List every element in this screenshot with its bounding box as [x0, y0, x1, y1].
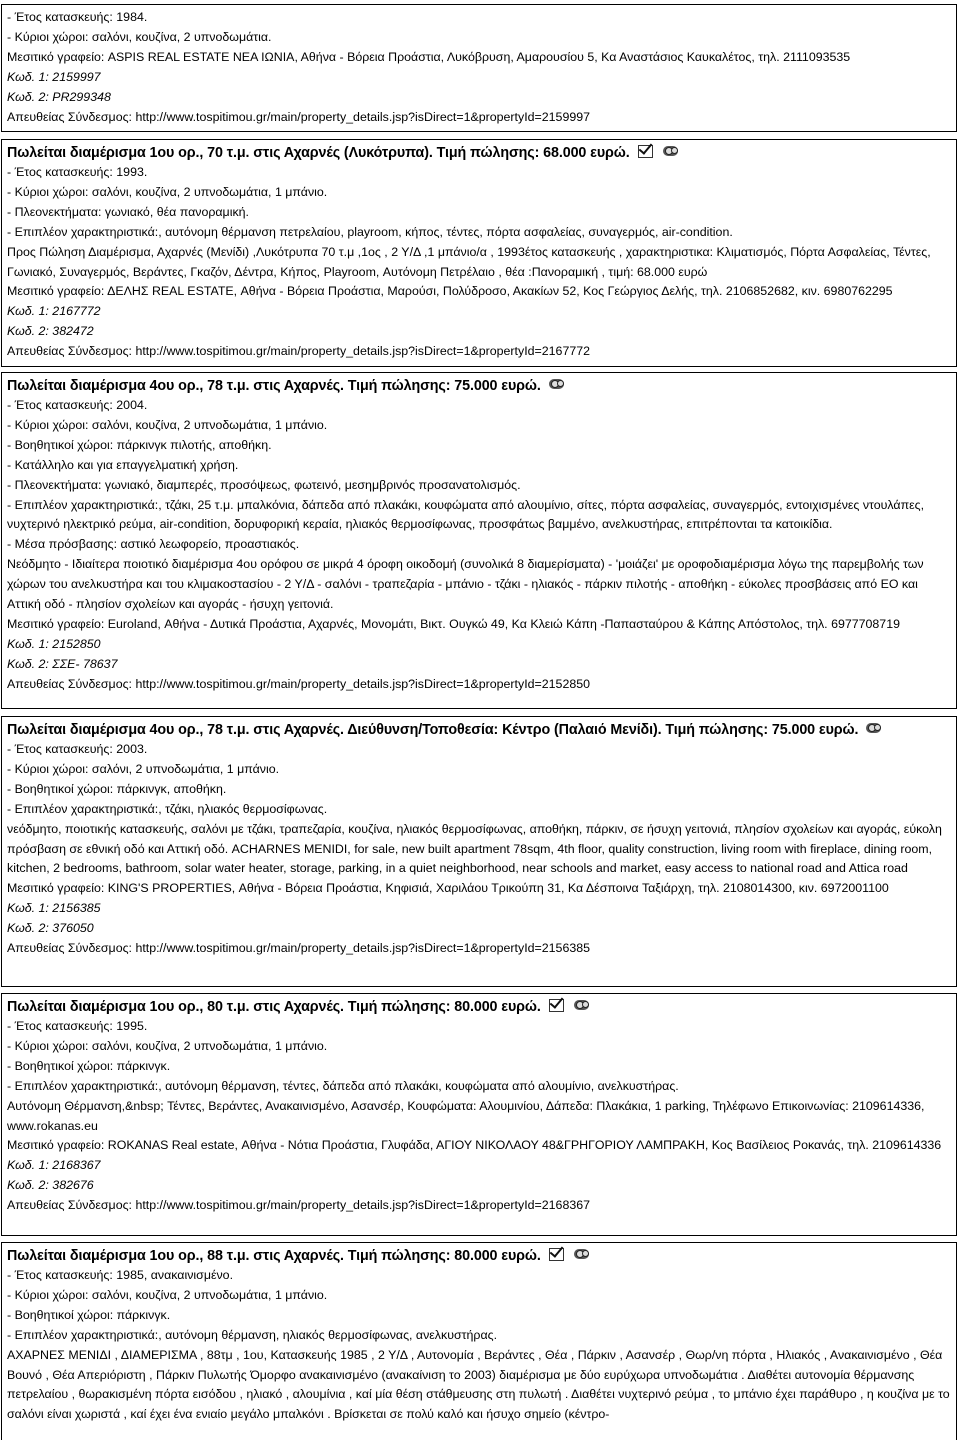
detail-line: - Επιπλέον χαρακτηριστικά:, αυτόνομη θέρμανση πετρελαίου, playroom, κήπος, τέντες, πόρτα ασφαλείας, συναγερμός, air-condition. — [7, 224, 733, 239]
code-2: Κωδ. 2: 382472 — [7, 324, 94, 339]
listing-title: Πωλείται διαμέρισμα 4ου ορ., 78 τ.μ. στις Αχαρνές. Διεύθυνση/Τοποθεσία: Κέντρο (Παλαιό Μενίδι). Τιμή πώλησης: 75.000 ευρώ. — [7, 720, 951, 740]
code-1: Κωδ. 1: 2159997 — [7, 69, 101, 84]
listing-2 — [1, 372, 957, 709]
code-1: Κωδ. 1: 2156385 — [7, 901, 101, 916]
detail-line: - Έτος κατασκευής: 2003. — [7, 742, 148, 756]
listing-icons — [638, 141, 678, 161]
detail-line: - Βοηθητικοί χώροι: πάρκινγκ. — [7, 1307, 171, 1322]
detail-line: - Κύριοι χώροι: σαλόνι, 2 υπνοδωμάτια, 1 μπάνιο. — [7, 761, 280, 776]
code-2: Κωδ. 2: PR299348 — [7, 89, 111, 104]
camera-icon[interactable] — [866, 723, 881, 733]
code-1: Κωδ. 1: 2167772 — [7, 304, 101, 319]
detail-line: - Κύριοι χώροι: σαλόνι, κουζίνα, 2 υπνοδωμάτια, 1 μπάνιο. — [7, 184, 328, 199]
agency-line: Μεσιτικό γραφείο: ΔΕΛΗΣ REAL ESTATE, Αθήνα - Βόρεια Προάστια, Μαρούσι, Πολύδροσο, Ακακίων 52, Κος Γεώργιος Δελής, τηλ. 2106852682, κιν. 6980762295 — [7, 284, 893, 299]
code-2: Κωδ. 2: 376050 — [7, 921, 94, 936]
detail-line: - Βοηθητικοί χώροι: πάρκινγκ. — [7, 1058, 171, 1073]
listing-icons — [549, 995, 589, 1015]
code-1: Κωδ. 1: 2168367 — [7, 1158, 101, 1173]
detail-line: - Έτος κατασκευής: 2004. — [7, 398, 148, 412]
camera-icon[interactable] — [663, 146, 678, 156]
agency-line: Μεσιτικό γραφείο: ASPIS REAL ESTATE ΝΕΑ ΙΩΝΙΑ, Αθήνα - Βόρεια Προάστια, Λυκόβρυση, Αμαρουσίου 5, Κα Αναστάσιος Καυκαλέτος, τηλ. 2111093535 — [7, 49, 851, 64]
detail-line: - Κατάλληλο και για επαγγελματική χρήση. — [7, 457, 239, 472]
listing-title: Πωλείται διαμέρισμα 1ου ορ., 80 τ.μ. στις Αχαρνές. Τιμή πώλησης: 80.000 ευρώ. — [7, 997, 951, 1017]
listing-title: Πωλείται διαμέρισμα 1ου ορ., 70 τ.μ. στις Αχαρνές (Λυκότρυπα). Τιμή πώλησης: 68.000 ευρώ. — [7, 143, 951, 163]
detail-line: - Πλεονεκτήματα: γωνιακό, διαμπερές, προσόψεως, φωτεινό, μεσημβρινός προσανατολισμός. — [7, 477, 521, 492]
listing-5 — [1, 1242, 957, 1440]
camera-icon[interactable] — [574, 1000, 589, 1010]
agency-line: Μεσιτικό γραφείο: KING'S PROPERTIES, Αθήνα - Βόρεια Προάστια, Κηφισιά, Χαριλάου Τρικούπη 31, Κα Δέσποινα Ταξιάρχη, τηλ. 2108014300, κιν. 6972001100 — [7, 881, 889, 896]
detail-line: - Κύριοι χώροι: σαλόνι, κουζίνα, 2 υπνοδωμάτια, 1 μπάνιο. — [7, 1287, 328, 1302]
camera-icon[interactable] — [549, 379, 564, 389]
direct-link[interactable]: Απευθείας Σύνδεσμος: http://www.tospitimou.gr/main/property_details.jsp?isDirect=1&propertyId=2167772 — [7, 344, 591, 359]
description: Νεόδμητο - Ιδιαίτερα ποιοτικό διαμέρισμα 4ου ορόφου σε μικρά 4 όροφη οικοδομή (συνολικά 8 διαμερίσματα) - 'μοιάζει' με οροφοδιαμέρισμα λόγω της παρεμβολής των χώρων του ανελκυστήρα και του κλιμακοστασίου - 2 Υ/Δ - σαλόνι - τραπεζαρία - μπάνιο - τζάκι - ηλιακός - πάρκιν πιλοτής - αποθήκη - εύκολες προσβάσεις από ΕΟ και Αττική οδό - πλησίον σχολείων και αγοράς - ήσυχη γειτονιά. — [7, 557, 924, 612]
listing-title: Πωλείται διαμέρισμα 4ου ορ., 78 τ.μ. στις Αχαρνές. Τιμή πώλησης: 75.000 ευρώ. — [7, 376, 951, 396]
detail-line: - Βοηθητικοί χώροι: πάρκινγκ πιλοτής, αποθήκη. — [7, 437, 272, 452]
listing-icons — [549, 374, 564, 394]
code-2: Κωδ. 2: 382676 — [7, 1178, 94, 1193]
detail-line: - Επιπλέον χαρακτηριστικά:, αυτόνομη θέρμανση, ηλιακός θερμοσίφωνας, ανελκυστήρας. — [7, 1327, 498, 1342]
direct-link[interactable]: Απευθείας Σύνδεσμος: http://www.tospitimou.gr/main/property_details.jsp?isDirect=1&propertyId=2156385 — [7, 941, 591, 956]
description: νεόδμητο, ποιοτικής κατασκευής, σαλόνι με τζάκι, τραπεζαρία, κουζίνα, ηλιακός θερμοσίφωνας, αποθήκη, πάρκιν, σε ήσυχη γειτονιά, πλησίον σχολείων και αγοράς, εύκολη πρόσβαση σε εθνική οδό και Αττική οδό. ACHARNES MENIDI, for sale, new built apartment 78sqm, 4th floor, quality construction, living room with fireplace, dining room, kitchen, 2 bedrooms, bathroom, solar water heater, storage, parking, in a quiet neighborhood, near schools and market, easy access to national road and Attica road — [7, 821, 942, 876]
detail-line: - Έτος κατασκευής: 1995. — [7, 1019, 148, 1033]
listing-icons — [549, 1244, 589, 1264]
listing-icons — [866, 718, 881, 738]
detail-line: - Έτος κατασκευής: 1984. — [7, 10, 148, 24]
checkbox-icon[interactable] — [549, 999, 564, 1012]
listing-1 — [1, 139, 957, 367]
code-2: Κωδ. 2: ΣΣΕ- 78637 — [7, 656, 118, 671]
listing-title: Πωλείται διαμέρισμα 1ου ορ., 88 τ.μ. στις Αχαρνές. Τιμή πώλησης: 80.000 ευρώ. — [7, 1246, 951, 1266]
detail-line: - Έτος κατασκευής: 1993. — [7, 165, 148, 179]
listing-0 — [1, 4, 957, 132]
detail-line: - Πλεονεκτήματα: γωνιακό, θέα πανοραμική. — [7, 204, 249, 219]
checkbox-icon[interactable] — [638, 145, 653, 158]
detail-line: - Βοηθητικοί χώροι: πάρκινγκ, αποθήκη. — [7, 781, 227, 796]
detail-line: - Επιπλέον χαρακτηριστικά:, τζάκι, ηλιακός θερμοσίφωνας. — [7, 801, 328, 816]
description: Προς Πώληση Διαμέρισμα, Αχαρνές (Μενίδι) ,Λυκότρυπα 70 τ.μ ,1ος , 2 Υ/Δ ,1 μπάνιο/α , 1993έτος κατασκευής , χαρακτηριστικα: Κλιματισμός, Πόρτα Ασφαλείας, Τέντες, Γωνιακό, Συναγερμός, Βεράντες, Γκαζόν, Δέντρα, Κήπος, Playroom, Αυτόνομη Πετρέλαιο , θέα :Πανοραμική , τιμή: 68.000 ευρώ — [7, 244, 931, 279]
direct-link[interactable]: Απευθείας Σύνδεσμος: http://www.tospitimou.gr/main/property_details.jsp?isDirect=1&propertyId=2152850 — [7, 676, 591, 691]
code-1: Κωδ. 1: 2152850 — [7, 636, 101, 651]
direct-link[interactable]: Απευθείας Σύνδεσμος: http://www.tospitimou.gr/main/property_details.jsp?isDirect=1&propertyId=2159997 — [7, 109, 591, 124]
agency-line: Μεσιτικό γραφείο: Euroland, Αθήνα - Δυτικά Προάστια, Αχαρνές, Μονομάτι, Βικτ. Ουγκώ 49, Κα Κλειώ Κάπη -Παπασταύρου & Κάπης Απόστολος, τηλ. 6977708719 — [7, 616, 900, 631]
description: Αυτόνομη Θέρμανση,&nbsp; Τέντες, Βεράντες, Ανακαινισμένο, Ασανσέρ, Κουφώματα: Αλουμινίου, Δάπεδα: Πλακάκια, 1 parking, Τηλέφωνο Επικοινωνίας: 2109614336, www.rokanas.eu — [7, 1098, 925, 1133]
description: ΑΧΑΡΝΕΣ ΜΕΝΙΔΙ , ΔΙΑΜΕΡΙΣΜΑ , 88τμ , 1ου, Κατασκευής 1985 , 2 Υ/Δ , Αυτονομία , Βεράντες , Θέα , Πάρκιν , Ασανσέρ , Θωρ/νη πόρτα , Ηλιακός , Ανακαινισμένο , Θέα Βουνό , Θέα Απεριόριστη , Πάρκιν Πυλωτής Όμορφο ανακαινισμένο (ανακαίνιση το 2003) διαμέρισμα με δύο ευρύχωρα υπνοδωμάτια . Διαθέτει αυτονομία θέρμανσης πετρελαίου , θωρακισμένη πόρτα εισόδου , ηλιακό , αλουμίνια , καί μία θέση στάθμευσης στη πυλωτή . Διαθέτει νυχτερινό ρεύμα , το μπάνιο έχει παράθυρο , η κουζίνα με το σαλόνι είναι χωριστά , καί έχει ένα ενιαίο μεγάλο μπαλκόνι . Βρίσκεται σε πολύ καλό και ήσυχο σημείο (κέντρο- — [7, 1347, 950, 1422]
detail-line: - Επιπλέον χαρακτηριστικά:, τζάκι, 25 τ.μ. μπαλκόνια, δάπεδα από πλακάκι, κουφώματα από αλουμίνιο, σίτες, πόρτα ασφαλείας, συναγερμός, εντοιχισμένες ντουλάπες, νυχτερινό ηλεκτρικό ρεύμα, air-condition, δορυφορική κεραία, ηλιακός θερμοσίφωνας, προσφάτως βαμμένο, ανελκυστήρας, επιτρέπονται τα κατοικίδια. — [7, 497, 925, 532]
listing-3 — [1, 716, 957, 987]
listing-4 — [1, 993, 957, 1236]
detail-line: - Επιπλέον χαρακτηριστικά:, αυτόνομη θέρμανση, τέντες, δάπεδα από πλακάκι, κουφώματα από αλουμίνιο, ανελκυστήρας. — [7, 1078, 679, 1093]
detail-line: - Κύριοι χώροι: σαλόνι, κουζίνα, 2 υπνοδωμάτια, 1 μπάνιο. — [7, 1038, 328, 1053]
camera-icon[interactable] — [574, 1249, 589, 1259]
agency-line: Μεσιτικό γραφείο: ROKANAS Real estate, Αθήνα - Νότια Προάστια, Γλυφάδα, ΑΓΙΟΥ ΝΙΚΟΛΑΟΥ 48&ΓΡΗΓΟΡΙΟΥ ΛΑΜΠΡΑΚΗ, Κος Βασίλειος Ροκανάς, τηλ. 2109614336 — [7, 1138, 942, 1153]
detail-line: - Έτος κατασκευής: 1985, ανακαινισμένο. — [7, 1268, 234, 1282]
detail-line: - Κύριοι χώροι: σαλόνι, κουζίνα, 2 υπνοδωμάτια. — [7, 29, 272, 44]
detail-line: - Κύριοι χώροι: σαλόνι, κουζίνα, 2 υπνοδωμάτια, 1 μπάνιο. — [7, 417, 328, 432]
checkbox-icon[interactable] — [549, 1248, 564, 1261]
detail-line: - Μέσα πρόσβασης: αστικό λεωφορείο, προαστιακός. — [7, 537, 300, 552]
direct-link[interactable]: Απευθείας Σύνδεσμος: http://www.tospitimou.gr/main/property_details.jsp?isDirect=1&propertyId=2168367 — [7, 1198, 591, 1213]
